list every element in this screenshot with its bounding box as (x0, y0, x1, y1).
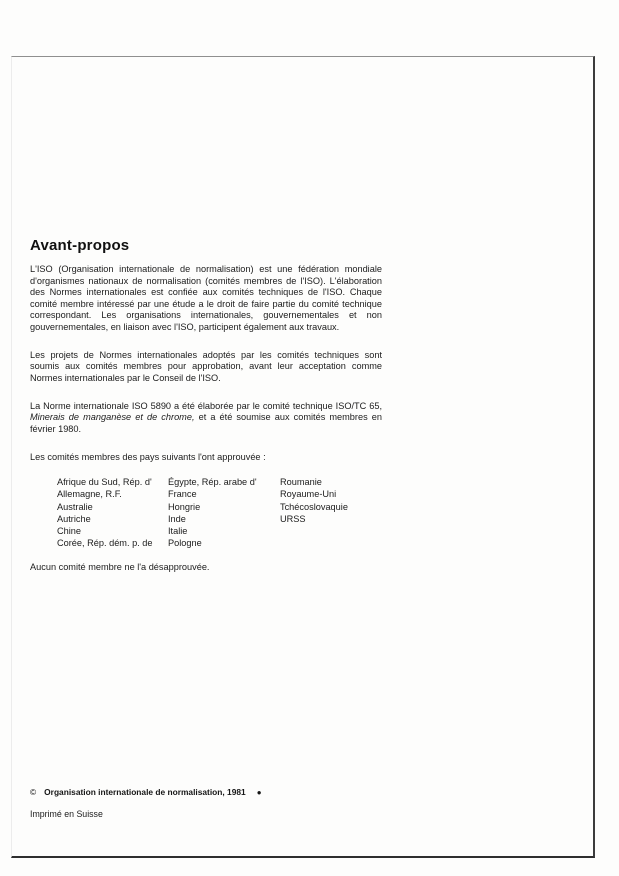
foreword-section (30, 238, 382, 573)
country-item: Royaume-Uni (280, 489, 337, 500)
approving-countries-list (57, 476, 382, 550)
country-item: Égypte, Rép. arabe d' (168, 477, 257, 487)
country-item: Roumanie (280, 477, 322, 487)
country-item: Italie (168, 526, 188, 537)
paragraph-iso-intro: L'ISO (Organisation internationale de normalisation) est une fédération mondiale d'organismes nationaux de normalisation (comités membres de l'ISO). L'élaboration des Normes internationales est confiée aux comités techniques de l'ISO. Chaque comité membre intéressé par une étude a le droit de faire partie du comité technique correspondant. Les organisations internationales, gouvernementales et non gouvernementales, en liaison avec l'ISO, participent également aux travaux. (30, 264, 382, 332)
copyright-symbol: © (30, 787, 37, 797)
country-item: Corée, Rép. dém. p. de (57, 538, 153, 549)
countries-column-2 (168, 476, 280, 550)
country-item: France (168, 489, 197, 500)
country-item: Allemagne, R.F. (57, 489, 122, 500)
country-item: Australie (57, 501, 93, 512)
country-item: Pologne (168, 538, 202, 549)
country-item: Autriche (57, 513, 91, 524)
disapproval-note: Aucun comité membre ne l'a désapprouvée. (30, 561, 210, 572)
paragraph-standard-origin-end: et a été soumise aux comités membres en février 1980. (30, 412, 382, 434)
standard-title-italic: Minerais de manganèse et de chrome, (30, 412, 195, 422)
copyright-text: Organisation internationale de normalisation, 1981 (44, 787, 246, 797)
printed-in: Imprimé en Suisse (30, 809, 103, 819)
country-item: Chine (57, 526, 82, 537)
country-item: URSS (280, 513, 306, 524)
approval-intro: Les comités membres des pays suivants l'ont approuvée : (30, 451, 266, 462)
country-item: Afrique du Sud, Rép. d' (57, 477, 152, 487)
copyright-line (30, 787, 262, 797)
country-item: Tchécoslovaquie (280, 501, 348, 512)
countries-column-3 (280, 476, 382, 550)
paragraph-draft-approval: Les projets de Normes internationales adoptés par les comités techniques sont soumis aux comités membres pour approbation, avant leur acceptation comme Normes internationales par le Conseil de l'ISO. (30, 349, 382, 383)
paragraph-standard-origin (30, 401, 382, 436)
countries-column-1 (57, 476, 168, 550)
country-item: Hongrie (168, 501, 201, 512)
section-title: Avant-propos (30, 237, 130, 254)
country-item: Inde (168, 513, 186, 524)
paragraph-standard-origin-start: La Norme internationale ISO 5890 a été élaborée par le comité technique ISO/TC 65, (30, 400, 382, 411)
footer-bullet-icon: ● (256, 788, 262, 797)
